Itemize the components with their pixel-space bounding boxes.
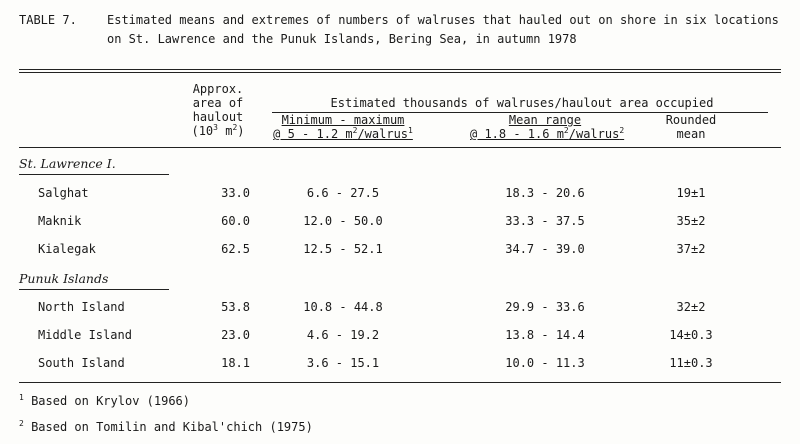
area-value: 62.5 xyxy=(221,242,250,256)
table-caption xyxy=(19,11,779,49)
mean-range-header: Mean range @ 1.8 - 1.6 $m^2/walrus^2$ xyxy=(470,113,625,141)
min-max-header: Minimum - maximum @ 5 - 1.2 $m^2/walrus^1$ xyxy=(273,113,413,141)
rounded-mean-value: 35±2 xyxy=(676,214,706,228)
min-max-value: 12.0 - 50.0 xyxy=(303,214,383,228)
table-label: TABLE 7. xyxy=(19,13,77,27)
mean-range-value: 33.3 - 37.5 xyxy=(505,214,585,228)
group-rule xyxy=(19,174,169,175)
area-value: 60.0 xyxy=(221,214,250,228)
table-row xyxy=(0,328,800,344)
location-name: North Island xyxy=(38,300,125,314)
location-name: Kialegak xyxy=(38,242,96,256)
min-max-value: 12.5 - 52.1 xyxy=(303,242,383,256)
table-row xyxy=(0,356,800,372)
mean-range-value: 29.9 - 33.6 xyxy=(505,300,585,314)
location-name: South Island xyxy=(38,356,125,370)
group-heading-punuk-islands: Punuk Islands xyxy=(19,271,109,286)
location-name: Salghat xyxy=(38,186,89,200)
mean-range-value: 13.8 - 14.4 xyxy=(505,328,585,342)
area-column-header: Approx. area of haulout ($10^3$ $m^2$) xyxy=(191,82,245,138)
rounded-mean-value: 32±2 xyxy=(676,300,706,314)
footnote-1: $^1$ Based on Krylov (1966) xyxy=(19,393,191,408)
area-value: 53.8 xyxy=(221,300,250,314)
spanning-header: Estimated thousands of walruses/haulout area occupied xyxy=(330,96,714,110)
rounded-mean-value: 11±0.3 xyxy=(669,356,713,370)
location-name: Middle Island xyxy=(38,328,132,342)
mean-range-value: 18.3 - 20.6 xyxy=(505,186,585,200)
location-name: Maknik xyxy=(38,214,82,228)
area-value: 23.0 xyxy=(221,328,250,342)
area-value: 18.1 xyxy=(221,356,250,370)
rounded-mean-value: 19±1 xyxy=(676,186,706,200)
min-max-value: 3.6 - 15.1 xyxy=(306,356,380,370)
group-rule xyxy=(19,289,169,290)
group-heading-st-lawrence: St. Lawrence I. xyxy=(19,156,116,171)
footnote-2: $^2$ Based on Tomilin and Kibal'chich (1975) xyxy=(19,419,313,434)
top-rule-double xyxy=(19,72,781,73)
mean-range-value: 34.7 - 39.0 xyxy=(505,242,585,256)
table-row xyxy=(0,186,800,202)
table-row xyxy=(0,214,800,230)
area-value: 33.0 xyxy=(221,186,250,200)
rounded-mean-value: 37±2 xyxy=(676,242,706,256)
header-bottom-rule xyxy=(19,147,781,148)
table-row xyxy=(0,242,800,258)
caption-line-1: Estimated means and extremes of numbers of walruses that hauled out on shore in six locations xyxy=(107,13,779,27)
mean-range-value: 10.0 - 11.3 xyxy=(505,356,585,370)
caption-line-2: on St. Lawrence and the Punuk Islands, Bering Sea, in autumn 1978 xyxy=(107,32,577,46)
table-row xyxy=(0,300,800,316)
table-bottom-rule xyxy=(19,382,781,383)
min-max-value: 6.6 - 27.5 xyxy=(306,186,380,200)
min-max-value: 10.8 - 44.8 xyxy=(303,300,383,314)
top-rule xyxy=(19,69,781,70)
min-max-value: 4.6 - 19.2 xyxy=(306,328,380,342)
rounded-mean-header: Rounded mean xyxy=(665,113,717,141)
rounded-mean-value: 14±0.3 xyxy=(669,328,713,342)
